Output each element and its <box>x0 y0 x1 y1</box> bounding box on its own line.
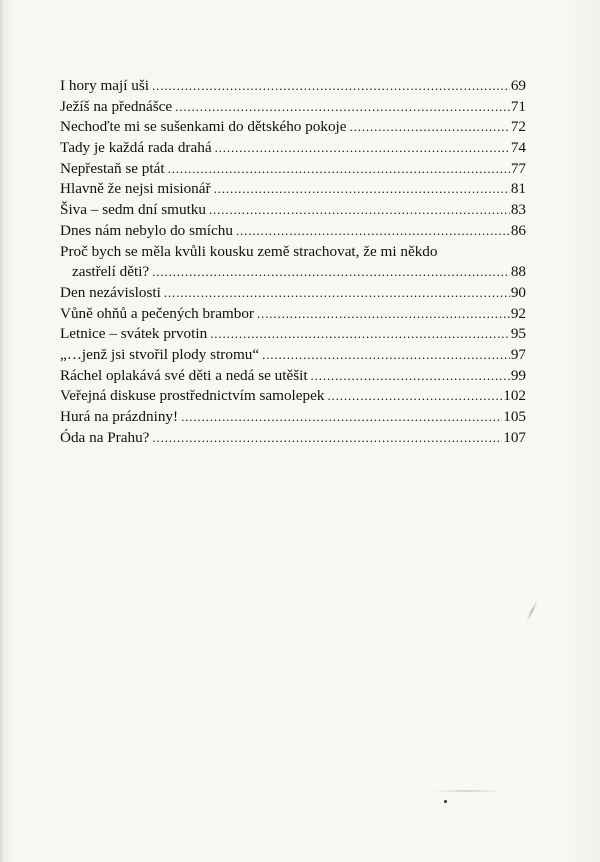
leader-dots <box>350 117 510 138</box>
toc-entry-title: Vůně ohňů a pečených brambor <box>60 304 254 322</box>
table-of-contents <box>60 76 526 448</box>
toc-entry-page: 74 <box>510 139 526 157</box>
toc-entry <box>60 283 526 304</box>
toc-entry-title: Ráchel oplakává své děti a nedá se utěšit <box>60 366 308 384</box>
leader-dots <box>152 76 510 97</box>
toc-entry <box>60 117 526 138</box>
toc-entry <box>60 345 526 366</box>
paper-smudge <box>432 790 502 792</box>
leader-dots <box>164 283 510 304</box>
toc-entry-title: Ježíš na přednášce <box>60 97 173 115</box>
toc-entry-page: 77 <box>510 159 526 177</box>
toc-entry-page: 97 <box>510 345 526 363</box>
toc-entry-page: 90 <box>510 283 526 301</box>
toc-entry-title: Nechoďte mi se sušenkami do dětského pokoje <box>60 118 347 136</box>
toc-entry <box>60 262 526 283</box>
toc-entry-page: 81 <box>510 180 526 198</box>
toc-entry-page: 86 <box>510 221 526 239</box>
leader-dots <box>257 304 510 325</box>
toc-entry <box>60 221 526 242</box>
leader-dots <box>210 324 510 345</box>
toc-entry <box>60 138 526 159</box>
toc-entry <box>60 179 526 200</box>
leader-dots <box>152 428 502 449</box>
toc-entry-title: Šiva – sedm dní smutku <box>60 201 206 219</box>
toc-entry-page: 83 <box>510 201 526 219</box>
toc-entry-title: Tady je každá rada drahá <box>60 139 212 157</box>
toc-entry-page: 107 <box>503 428 526 446</box>
toc-entry-page: 69 <box>510 77 526 94</box>
page-binding-edge <box>0 0 4 862</box>
toc-entry-title: Veřejná diskuse prostřednictvím samolepek <box>60 387 325 405</box>
toc-entry <box>60 366 526 387</box>
toc-entry-title-line1: Proč bych se měla kvůli kousku země strachovat, že mi někdo <box>60 242 438 260</box>
toc-entry-title: Nepřestaň se ptát <box>60 159 165 177</box>
toc-entry <box>60 97 526 118</box>
toc-entry-page: 71 <box>510 97 526 115</box>
leader-dots <box>152 262 510 283</box>
toc-entry-page: 95 <box>510 325 526 343</box>
leader-dots <box>311 366 510 387</box>
pencil-mark <box>526 601 538 621</box>
toc-entry-title: „…jenž jsi stvořil plody stromu“ <box>60 345 260 363</box>
leader-dots <box>209 200 510 221</box>
toc-entry <box>60 386 526 407</box>
leader-dots <box>215 138 510 159</box>
leader-dots <box>327 386 502 407</box>
leader-dots <box>236 221 510 242</box>
toc-entry-page: 99 <box>510 366 526 384</box>
toc-entry-title: Hurá na prázdniny! <box>60 408 179 425</box>
leader-dots <box>214 179 510 200</box>
leader-dots <box>168 159 510 180</box>
toc-entry-page: 92 <box>510 304 526 322</box>
ink-speck <box>444 800 447 803</box>
toc-entry-page: 72 <box>510 118 526 136</box>
toc-entry <box>60 200 526 221</box>
toc-entry-title: I hory mají uši <box>60 77 150 94</box>
toc-entry-title: Hlavně že nejsi misionář <box>60 180 211 198</box>
toc-entry-title: Letnice – svátek prvotin <box>60 325 208 343</box>
toc-entry-title: Dnes nám nebylo do smíchu <box>60 221 233 239</box>
leader-dots <box>175 97 510 118</box>
toc-entry-title: Óda na Prahu? <box>60 428 150 446</box>
toc-entry-page: 102 <box>503 387 526 405</box>
toc-entry <box>60 76 526 97</box>
toc-entry <box>60 304 526 325</box>
toc-entry <box>60 407 526 428</box>
toc-entry-title: Den nezávislosti <box>60 283 161 301</box>
leader-dots <box>181 407 502 428</box>
toc-entry <box>60 159 526 180</box>
toc-entry-page: 105 <box>503 408 526 425</box>
leader-dots <box>262 345 510 366</box>
toc-entry-page: 88 <box>510 263 526 281</box>
toc-entry <box>60 428 526 449</box>
toc-entry-title-line2: zastřelí děti? <box>72 263 150 281</box>
toc-entry <box>60 324 526 345</box>
